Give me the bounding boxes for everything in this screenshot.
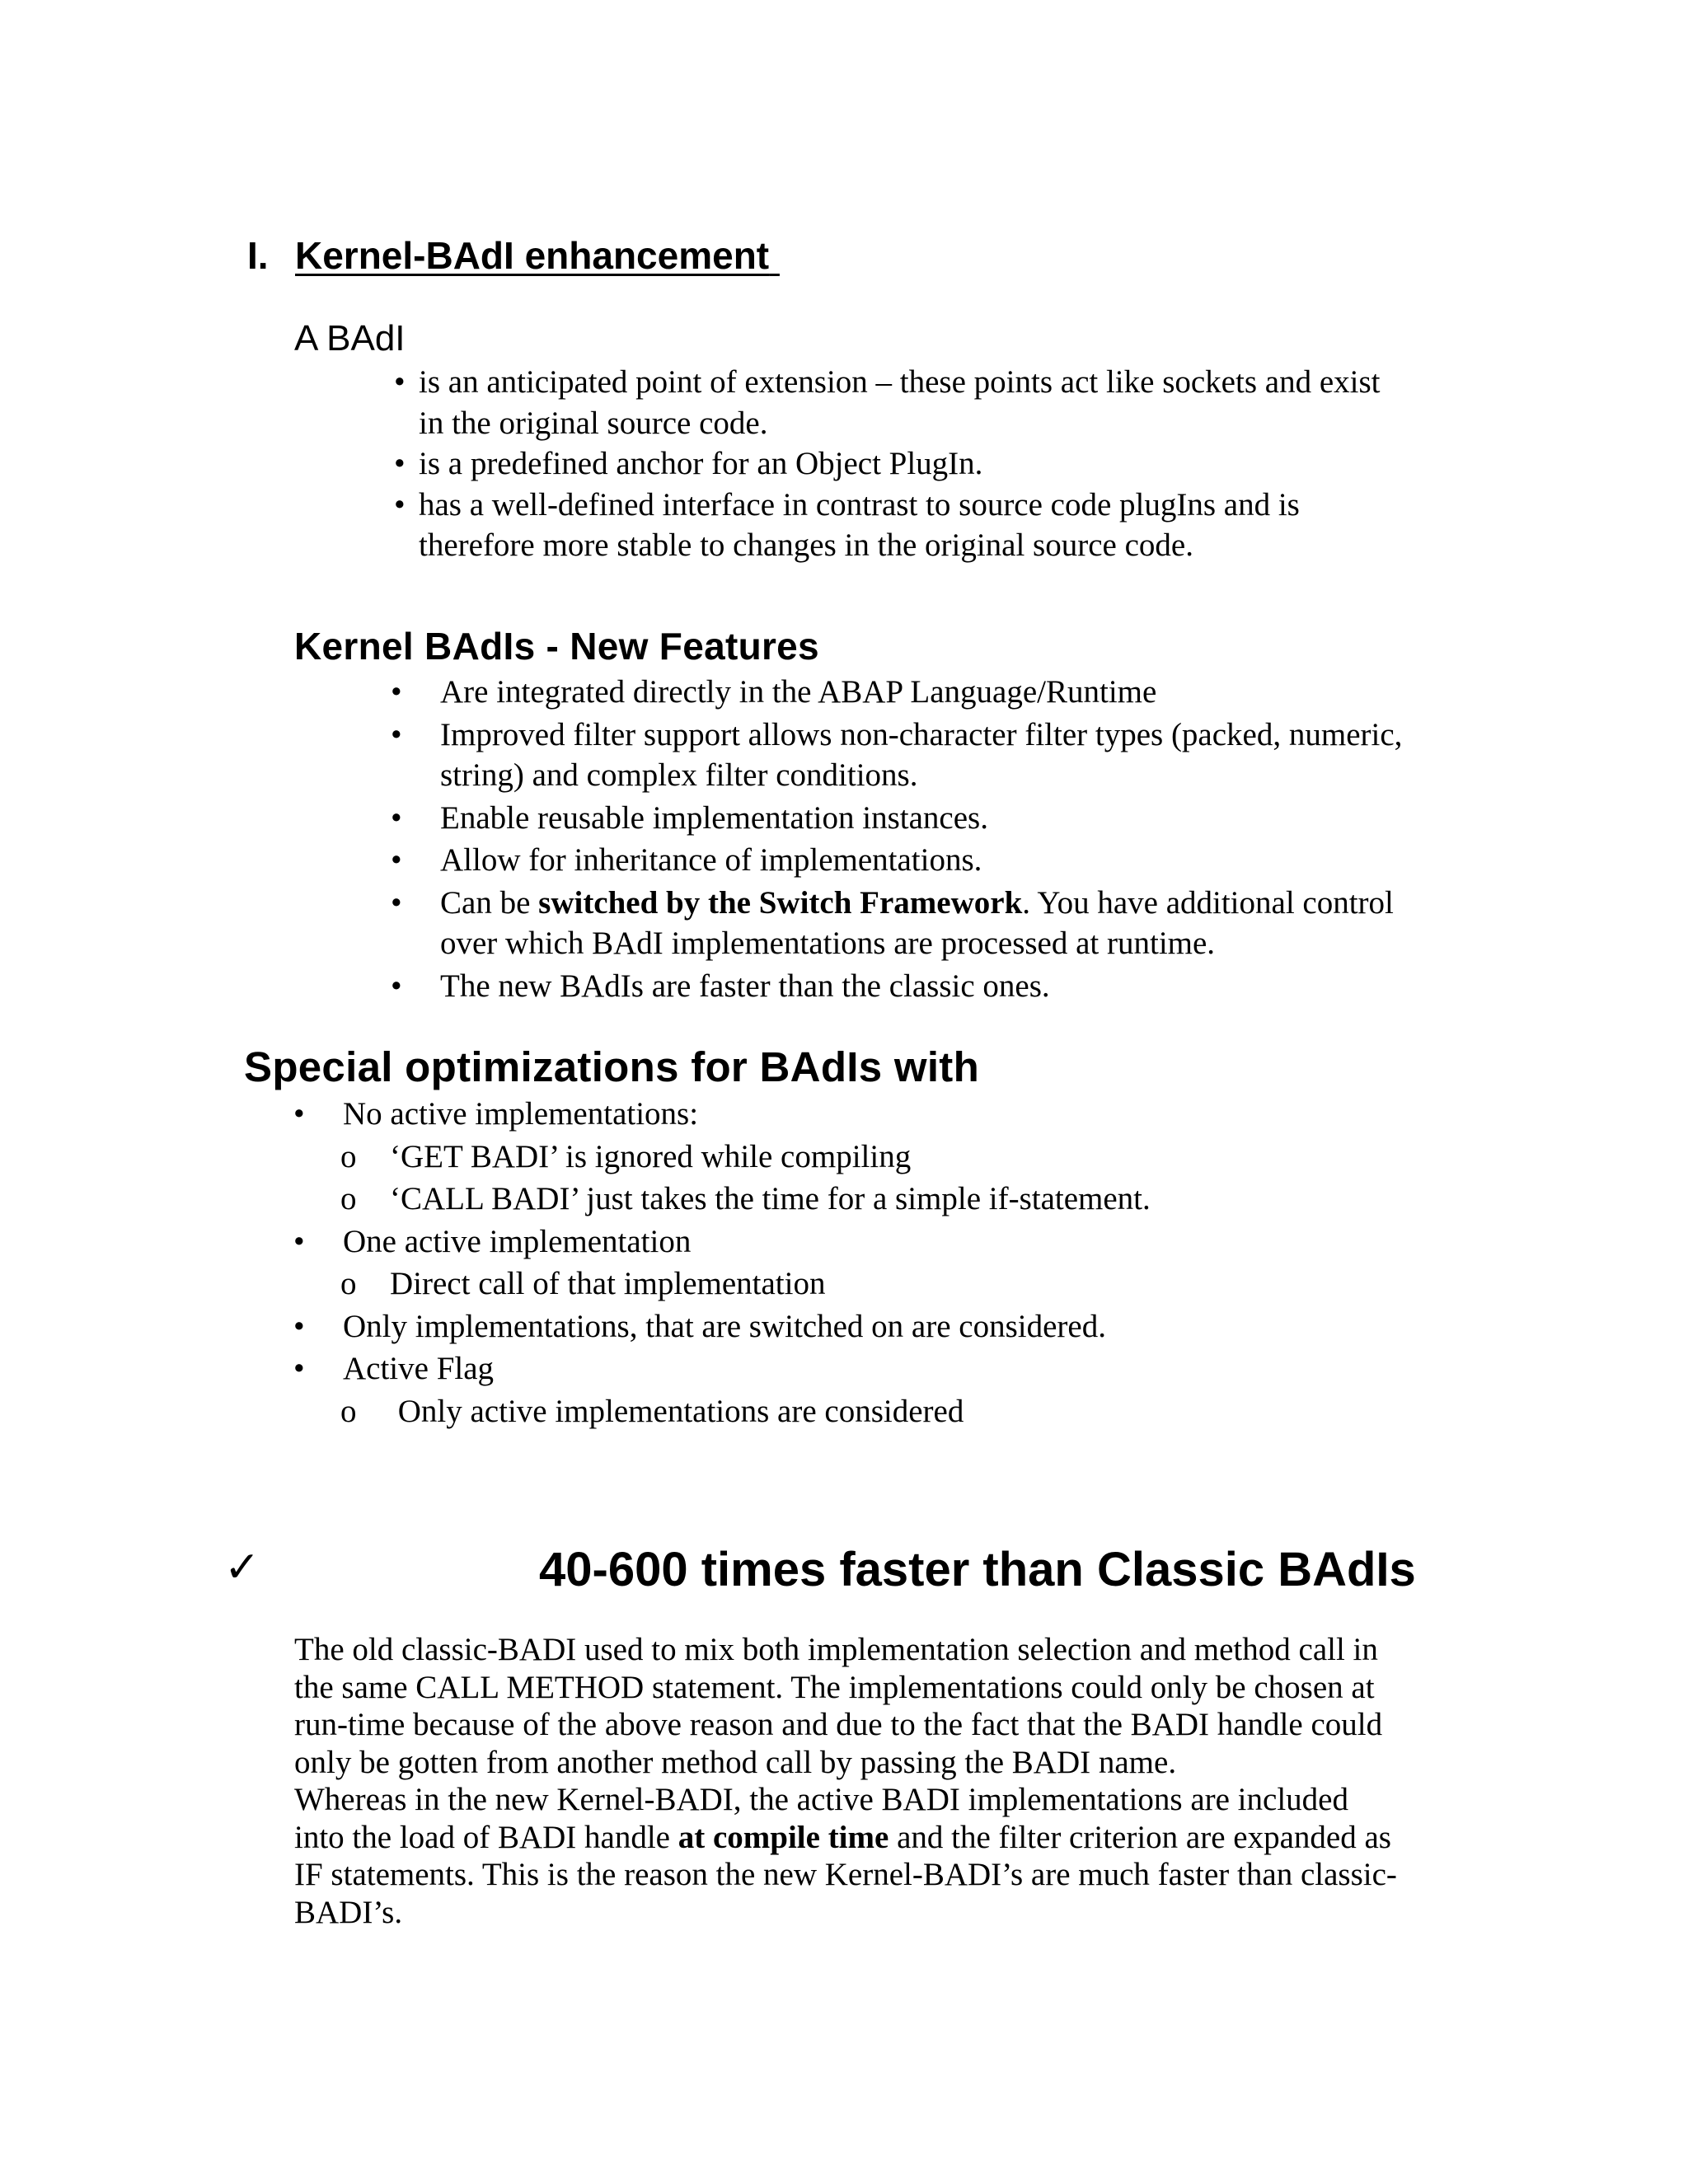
sub-list-item-text: Direct call of that implementation	[390, 1266, 826, 1301]
list-item-text: has a well-defined interface in contrast to source code plugIns and is	[419, 486, 1300, 523]
list-item-text: Enable reusable implementation instances.	[440, 799, 988, 836]
text-segment: and the filter criterion are expanded as	[889, 1819, 1391, 1855]
badi-intro-list	[394, 362, 1432, 566]
bullet-icon: •	[391, 799, 402, 836]
sub-bullet-icon: o	[340, 1393, 357, 1429]
bullet-icon: •	[293, 1223, 305, 1259]
list-item	[391, 715, 1454, 796]
badi-intro-heading: A BAdI	[294, 318, 406, 359]
sub-list-item	[340, 1137, 1447, 1178]
list-item-text: Are integrated directly in the ABAP Language/Runtime	[440, 674, 1157, 710]
sub-list-item-text: ‘CALL BADI’ just takes the time for a simple if-statement.	[390, 1181, 1151, 1216]
list-item-text: Improved filter support allows non-character filter types (packed, numeric,	[440, 716, 1403, 752]
list-item	[391, 798, 1454, 839]
bullet-icon: •	[391, 968, 402, 1004]
bold-text-segment: switched by the Switch Framework	[538, 884, 1023, 921]
list-item	[293, 1348, 1447, 1390]
list-item	[394, 362, 1432, 443]
list-item-text-continued: string) and complex filter conditions.	[440, 757, 918, 793]
list-item	[394, 443, 1432, 485]
bullet-icon: •	[394, 364, 406, 400]
list-item-text: is a predefined anchor for an Object PlugIn.	[419, 446, 983, 481]
checkmark-icon: ✓	[224, 1544, 260, 1591]
sub-bullet-icon: o	[340, 1266, 357, 1301]
bullet-icon: •	[394, 486, 406, 523]
bullet-icon: •	[391, 716, 402, 752]
sub-list-container	[293, 1391, 1447, 1432]
list-item	[394, 485, 1432, 566]
kernel-features-list	[391, 672, 1454, 1008]
list-item	[293, 1221, 1447, 1263]
bullet-icon: •	[293, 1096, 305, 1132]
sub-list-item	[340, 1263, 1447, 1305]
sub-bullet-icon: o	[340, 1138, 357, 1174]
paragraph-line: only be gotten from another method call by passing the BADI name.	[294, 1744, 1177, 1780]
section-title: Kernel-BAdI enhancement	[295, 234, 770, 277]
list-item-text: Allow for inheritance of implementations.	[440, 842, 982, 878]
text-segment: into the load of BADI handle	[294, 1819, 678, 1855]
sub-list-item	[340, 1179, 1447, 1220]
kernel-features-heading: Kernel BAdIs - New Features	[294, 625, 819, 668]
list-item	[391, 883, 1454, 964]
text-segment: . You have additional control	[1022, 884, 1394, 921]
paragraph-line: BADI’s.	[294, 1894, 403, 1930]
bullet-icon: •	[391, 674, 402, 710]
list-item-text-continued: in the original source code.	[419, 405, 768, 441]
list-item-text: is an anticipated point of extension – these points act like sockets and exist	[419, 364, 1381, 400]
bold-text-segment: at compile time	[678, 1819, 889, 1855]
bullet-icon: •	[394, 446, 406, 481]
list-item-text-continued: over which BAdI implementations are processed at runtime.	[440, 926, 1216, 961]
speed-highlight-heading: 40-600 times faster than Classic BAdIs	[539, 1543, 1416, 1596]
bullet-icon: •	[391, 884, 402, 921]
list-item	[293, 1306, 1447, 1347]
list-item-text: No active implementations:	[343, 1096, 699, 1132]
sub-bullet-icon: o	[340, 1181, 357, 1216]
sub-list-item-text: ‘GET BADI’ is ignored while compiling	[390, 1138, 912, 1174]
paragraph-line: The old classic-BADI used to mix both implementation selection and method call in	[294, 1632, 1378, 1667]
sub-list-container	[293, 1263, 1447, 1305]
list-item-text: The new BAdIs are faster than the classic ones.	[440, 968, 1050, 1004]
list-item	[391, 966, 1454, 1007]
sub-list-container	[293, 1137, 1447, 1220]
paragraph-line: IF statements. This is the reason the new Kernel-BADI’s are much faster than classic-	[294, 1857, 1397, 1892]
bullet-icon: •	[293, 1308, 305, 1344]
paragraph-line: run-time because of the above reason and due to the fact that the BADI handle could	[294, 1707, 1383, 1742]
list-item-text	[440, 883, 1454, 924]
paragraph-line: the same CALL METHOD statement. The implementations could only be chosen at	[294, 1669, 1375, 1705]
bullet-icon: •	[293, 1351, 305, 1386]
paragraph-line	[294, 1819, 1423, 1857]
list-item	[391, 840, 1454, 881]
list-item-text-continued: therefore more stable to changes in the original source code.	[419, 527, 1193, 563]
list-item	[391, 672, 1454, 713]
special-optimizations-list	[293, 1094, 1447, 1433]
list-item-text: Only implementations, that are switched on are considered.	[343, 1308, 1106, 1344]
section-number: I.	[247, 234, 269, 277]
explanation-paragraph	[294, 1631, 1423, 1931]
sub-list-item-text: Only active implementations are considered	[390, 1393, 964, 1429]
list-item	[293, 1094, 1447, 1135]
bullet-icon: •	[391, 842, 402, 878]
paragraph-line: Whereas in the new Kernel-BADI, the active BADI implementations are included	[294, 1782, 1348, 1817]
special-optimizations-heading: Special optimizations for BAdIs with	[244, 1043, 980, 1090]
sub-list-item	[340, 1391, 1447, 1432]
list-item-text: One active implementation	[343, 1223, 692, 1259]
text-segment: Can be	[440, 884, 539, 921]
list-item-text: Active Flag	[343, 1351, 495, 1386]
